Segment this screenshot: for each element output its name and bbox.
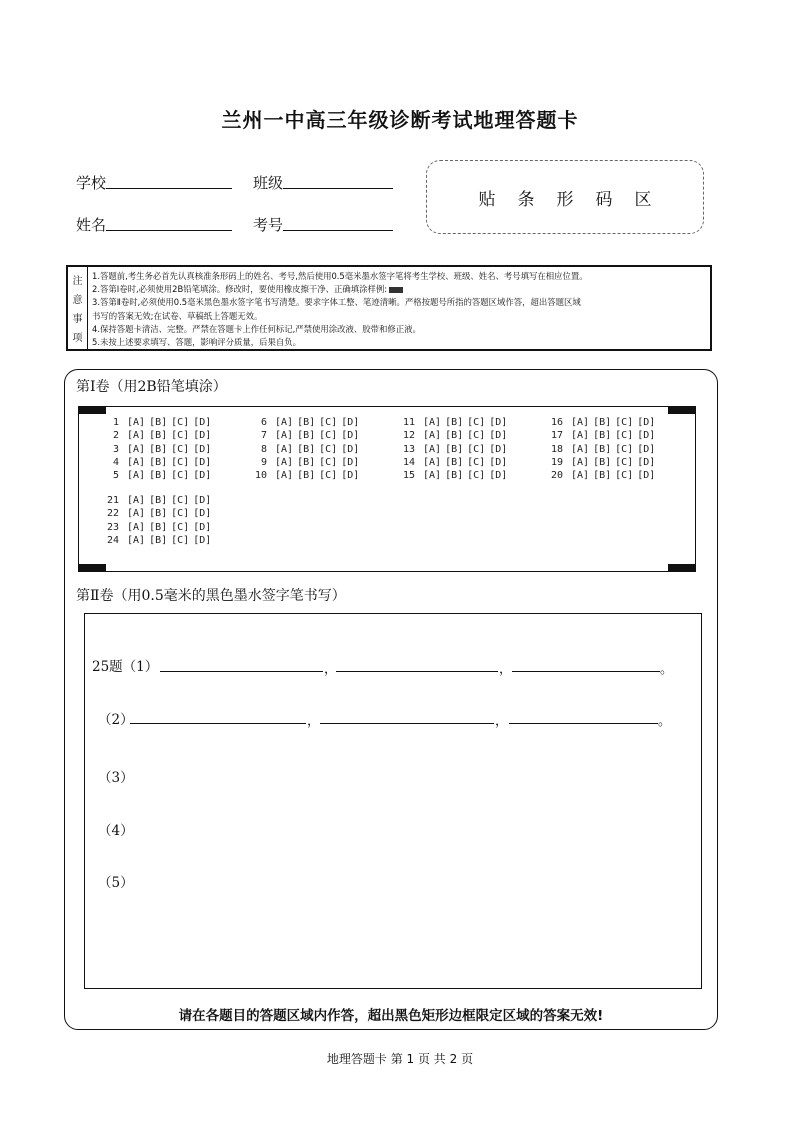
answer-bubble[interactable]: [C] [171, 470, 190, 482]
question-row [247, 457, 363, 468]
question-number: 18 [550, 443, 563, 455]
question-number: 10 [254, 470, 267, 482]
answer-bubble[interactable]: [C] [467, 417, 486, 428]
answer-bubble[interactable]: [B] [593, 470, 612, 482]
answer-bubble[interactable]: [A] [127, 495, 146, 506]
answer-bubble[interactable]: [C] [171, 417, 190, 428]
question-number: 13 [402, 443, 415, 455]
notice-label-char: 项 [72, 333, 83, 344]
sub-question-label: （5） [98, 875, 134, 891]
answer-bubble[interactable]: [D] [489, 470, 508, 482]
answer-bubble[interactable]: [C] [171, 521, 190, 533]
question-number: 12 [402, 430, 415, 442]
answer-bubble[interactable]: [A] [275, 456, 294, 468]
answer-bubble[interactable]: [D] [637, 456, 656, 468]
answer-bubble[interactable]: [C] [319, 456, 338, 468]
answer-line[interactable] [320, 707, 494, 724]
answer-bubble[interactable]: [B] [149, 521, 168, 533]
question-row [247, 444, 363, 455]
answer-bubble[interactable]: [C] [171, 456, 190, 468]
answer-bubble[interactable]: [B] [149, 417, 168, 428]
question-row [99, 535, 215, 546]
question-number: 4 [112, 456, 119, 468]
answer-bubble[interactable]: [B] [149, 534, 168, 546]
answer-bubble[interactable]: [C] [319, 417, 338, 428]
answer-bubble[interactable]: [D] [637, 417, 656, 428]
question-row [247, 470, 363, 481]
question-row [99, 417, 215, 428]
question-row [543, 430, 659, 441]
school-label: 学校 [76, 174, 107, 192]
question-row [99, 522, 215, 533]
notice-line: 1.答题前,考生务必首先认真核准条形码上的姓名、考号,然后使用0.5毫米墨水签字笔将考生学校、班级、姓名、考号填写在相应位置。 [92, 271, 588, 281]
answer-bubble[interactable]: [D] [193, 508, 212, 520]
answer-bubble[interactable]: [C] [171, 508, 190, 520]
exam-no-field[interactable] [283, 212, 393, 231]
notice-label-char: 注 [72, 276, 83, 287]
period: 。 [660, 662, 674, 677]
answer-bubble[interactable]: [B] [593, 417, 612, 428]
answer-bubble[interactable]: [D] [341, 430, 360, 442]
section1-title: 第Ⅰ卷（用2B铅笔填涂） [76, 379, 227, 395]
question-number: 5 [112, 470, 119, 482]
section2-title: 第Ⅱ卷（用0.5毫米的黑色墨水签字笔书写） [76, 588, 346, 604]
question-number: 23 [106, 521, 119, 533]
notice-box [66, 265, 712, 351]
comma: ， [499, 662, 513, 677]
period: 。 [658, 714, 672, 729]
question-number: 8 [260, 443, 267, 455]
notice-line: 4.保持答题卡清洁、完整。严禁在答题卡上作任何标记,严禁使用涂改液、胶带和修正液。 [92, 323, 421, 334]
name-field[interactable] [106, 212, 232, 231]
question-number: 7 [260, 430, 267, 442]
fill-sample-mark [389, 287, 403, 293]
answer-bubble[interactable]: [C] [615, 470, 634, 482]
answer-bubble[interactable]: [A] [275, 443, 294, 455]
answer-bubble[interactable]: [B] [149, 495, 168, 506]
answer-bubble[interactable]: [B] [445, 417, 464, 428]
answer-bubble[interactable]: [B] [593, 456, 612, 468]
answer-bubble[interactable]: [B] [593, 430, 612, 442]
comma: ， [495, 714, 509, 729]
answer-bubble[interactable]: [B] [297, 417, 316, 428]
question-row [543, 457, 659, 468]
warning-note: 请在各题目的答题区域内作答，超出黑色矩形边框限定区域的答案无效! [178, 1008, 604, 1024]
answer-bubble[interactable]: [A] [275, 470, 294, 482]
notice-label [68, 267, 88, 349]
answer-bubble[interactable]: [D] [193, 443, 212, 455]
answer-bubble[interactable]: [A] [275, 417, 294, 428]
answer-bubble[interactable]: [B] [445, 443, 464, 455]
comma: ， [324, 662, 338, 677]
question-number: 20 [550, 470, 563, 482]
answer-bubble[interactable]: [A] [127, 443, 146, 455]
sub-question-label: （4） [98, 823, 134, 839]
barcode-area-label: 贴条形码区 [478, 189, 674, 210]
question-number: 9 [260, 456, 267, 468]
question-row [395, 470, 511, 481]
notice-label-char: 事 [72, 314, 83, 325]
question-number: 3 [112, 443, 119, 455]
question-number: 15 [402, 470, 415, 482]
question-number: 17 [550, 430, 563, 442]
answer-bubble[interactable]: [B] [445, 456, 464, 468]
answer-bubble[interactable]: [C] [467, 470, 486, 482]
notice-line-text: 2.答第Ⅰ卷时,必须使用2B铅笔填涂。修改时，要使用橡皮擦干净、正确填涂样例: [92, 284, 388, 295]
question-row [99, 495, 215, 506]
answer-bubble[interactable]: [A] [127, 430, 146, 442]
question-row [543, 470, 659, 481]
answer-bubble[interactable]: [B] [445, 470, 464, 482]
notice-line: 5.未按上述要求填写、答题，影响评分质量，后果自负。 [92, 337, 301, 348]
answer-bubble[interactable]: [D] [637, 430, 656, 442]
question-row [543, 444, 659, 455]
sub-question-label: （3） [98, 770, 134, 786]
question-number: 24 [106, 534, 119, 546]
answer-bubble[interactable]: [C] [319, 443, 338, 455]
answer-bubble[interactable]: [C] [467, 456, 486, 468]
class-label: 班级 [253, 174, 284, 192]
answer-bubble[interactable]: [A] [423, 456, 442, 468]
question-row [99, 457, 215, 468]
answer-bubble[interactable]: [B] [297, 456, 316, 468]
answer-bubble[interactable]: [C] [171, 443, 190, 455]
question-number: 14 [402, 456, 415, 468]
answer-bubble[interactable]: [A] [127, 508, 146, 520]
answer-bubble[interactable]: [A] [127, 521, 146, 533]
question-row [247, 417, 363, 428]
question-number: 16 [550, 417, 563, 428]
answer-bubble[interactable]: [B] [593, 443, 612, 455]
answer-bubble[interactable]: [C] [467, 430, 486, 442]
answer-bubble[interactable]: [C] [171, 495, 190, 506]
multiple-choice-box [78, 406, 696, 572]
answer-line[interactable] [512, 655, 660, 672]
answer-bubble[interactable]: [A] [275, 430, 294, 442]
answer-bubble[interactable]: [A] [571, 430, 590, 442]
barcode-area [426, 160, 704, 234]
answer-bubble[interactable]: [A] [571, 417, 590, 428]
q25-label: 25题（1） [92, 659, 159, 675]
answer-bubble[interactable]: [B] [149, 508, 168, 520]
notice-line: 书写的答案无效;在试卷、草稿纸上答题无效。 [92, 310, 263, 321]
question-row [99, 508, 215, 519]
answer-bubble[interactable]: [B] [297, 470, 316, 482]
answer-bubble[interactable]: [D] [637, 470, 656, 482]
answer-bubble[interactable]: [B] [149, 456, 168, 468]
answer-bubble[interactable]: [D] [193, 456, 212, 468]
question-number: 19 [550, 456, 563, 468]
answer-bubble[interactable]: [A] [127, 417, 146, 428]
answer-bubble[interactable]: [D] [489, 456, 508, 468]
question-number: 22 [106, 508, 119, 520]
answer-bubble[interactable]: [C] [319, 430, 338, 442]
question-row [99, 444, 215, 455]
answer-bubble[interactable]: [A] [423, 470, 442, 482]
question-number: 11 [402, 417, 415, 428]
answer-bubble[interactable]: [A] [127, 456, 146, 468]
notice-line: 3.答第Ⅱ卷时,必须使用0.5毫米黑色墨水签字笔书写清楚。要求字体工整、笔迹清晰。严格按题号所指的答题区域作答，超出答题区域 [92, 297, 581, 308]
answer-bubble[interactable]: [C] [615, 430, 634, 442]
answer-bubble[interactable]: [D] [193, 495, 212, 506]
question-number: 21 [106, 495, 119, 506]
answer-bubble[interactable]: [A] [423, 430, 442, 442]
question-number: 1 [112, 417, 119, 428]
school-field[interactable] [106, 170, 232, 189]
answer-bubble[interactable]: [B] [149, 443, 168, 455]
question-row [99, 470, 215, 481]
question-number: 2 [112, 430, 119, 442]
answer-line[interactable] [160, 655, 323, 672]
answer-bubble[interactable]: [D] [341, 456, 360, 468]
answer-line[interactable] [336, 655, 498, 672]
class-field[interactable] [283, 170, 393, 189]
answer-bubble[interactable]: [D] [489, 443, 508, 455]
answer-bubble[interactable]: [B] [149, 470, 168, 482]
answer-bubble[interactable]: [A] [571, 456, 590, 468]
page-footer: 地理答题卡 第 1 页 共 2 页 [326, 1052, 474, 1066]
answer-bubble[interactable]: [A] [127, 534, 146, 546]
answer-bubble[interactable]: [D] [489, 430, 508, 442]
answer-line[interactable] [509, 707, 658, 724]
question-row [395, 457, 511, 468]
question-row [395, 417, 511, 428]
question-number: 6 [260, 417, 267, 428]
notice-line [92, 283, 704, 296]
choice-grid [79, 407, 695, 571]
answer-bubble[interactable]: [B] [297, 443, 316, 455]
answer-bubble[interactable]: [A] [571, 443, 590, 455]
answer-bubble[interactable]: [A] [423, 443, 442, 455]
answer-bubble[interactable]: [A] [127, 470, 146, 482]
answer-bubble[interactable]: [C] [615, 456, 634, 468]
answer-bubble[interactable]: [C] [171, 430, 190, 442]
page-title: 兰州一中高三年级诊断考试地理答题卡 [221, 108, 579, 132]
question-row [543, 417, 659, 428]
answer-bubble[interactable]: [C] [467, 443, 486, 455]
notice-label-char: 意 [72, 295, 83, 306]
notice-lines [92, 270, 704, 349]
answer-bubble[interactable]: [D] [341, 443, 360, 455]
sub-question-label: （2） [98, 712, 134, 728]
answer-bubble[interactable]: [D] [193, 417, 212, 428]
answer-bubble[interactable]: [D] [193, 430, 212, 442]
question-row [395, 430, 511, 441]
answer-bubble[interactable]: [C] [171, 534, 190, 546]
answer-bubble[interactable]: [B] [149, 430, 168, 442]
question-row [395, 444, 511, 455]
answer-bubble[interactable]: [C] [615, 417, 634, 428]
answer-bubble[interactable]: [C] [615, 443, 634, 455]
answer-bubble[interactable]: [D] [489, 417, 508, 428]
name-label: 姓名 [76, 216, 107, 234]
answer-bubble[interactable]: [D] [193, 534, 212, 546]
comma: ， [307, 714, 321, 729]
answer-bubble[interactable]: [D] [193, 470, 212, 482]
answer-bubble[interactable]: [B] [445, 430, 464, 442]
answer-line[interactable] [130, 707, 306, 724]
answer-bubble[interactable]: [B] [297, 430, 316, 442]
answer-bubble[interactable]: [A] [571, 470, 590, 482]
question-row [247, 430, 363, 441]
answer-bubble[interactable]: [D] [341, 470, 360, 482]
answer-bubble[interactable]: [D] [341, 417, 360, 428]
exam-no-label: 考号 [253, 216, 284, 234]
answer-bubble[interactable]: [A] [423, 417, 442, 428]
answer-bubble[interactable]: [C] [319, 470, 338, 482]
question-row [99, 430, 215, 441]
answer-bubble[interactable]: [D] [193, 521, 212, 533]
answer-bubble[interactable]: [D] [637, 443, 656, 455]
